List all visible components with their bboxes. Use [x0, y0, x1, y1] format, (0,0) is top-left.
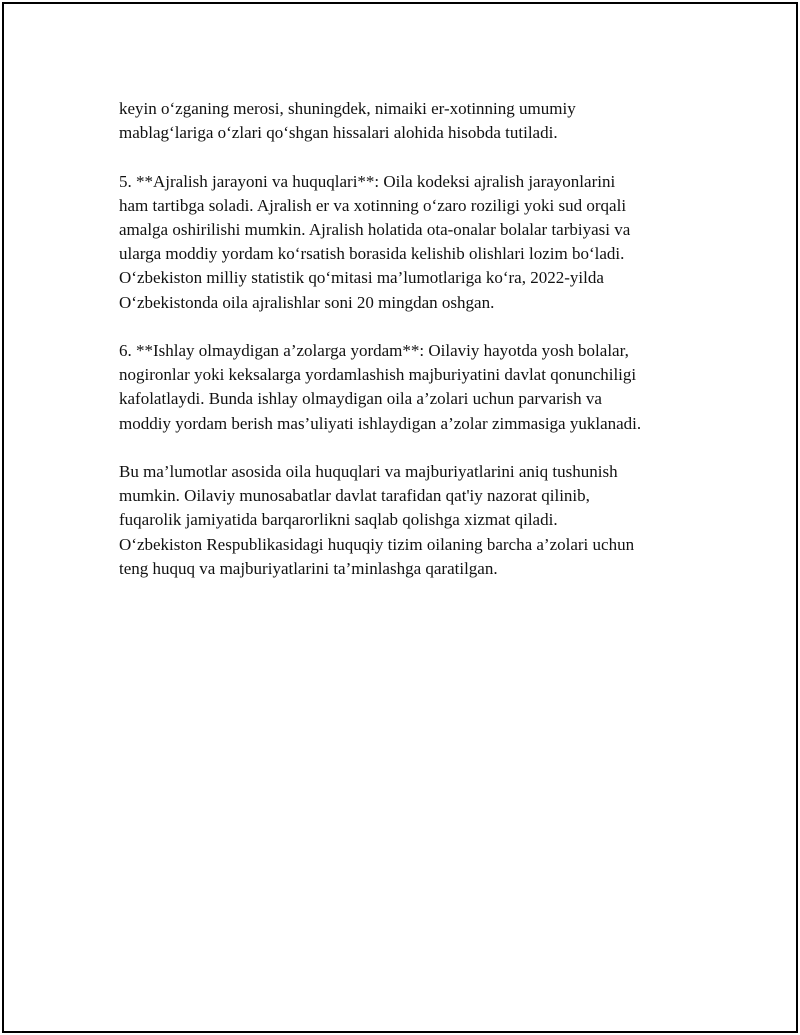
paragraph-conclusion: Bu ma’lumotlar asosida oila huquqlari va majburiyatlarini aniq tushunish mumkin. Oilaviy munosabatlar davlat tarafidan qat'iy nazorat qilinib, fuqarolik jamiyatida barqarorlikni saqlab qolishga xizmat qiladi. O‘zbekiston Respublikasidagi huquqiy tizim oilaning barcha a’zolari uchun teng huquq va majburiyatlarini ta’minlashga qaratilgan. [119, 462, 635, 578]
paragraph-support-for-dependents: 6. **Ishlay olmaydigan a’zolarga yordam**: Oilaviy hayotda yosh bolalar, nogironlar yoki keksalarga yordamlashish majburiyatini davlat qonunchiligi kafolatlaydi. Bunda ishlay olmaydigan oila a’zolari uchun parvarish va moddiy yordam berish mas’uliyati ishlaydigan a’zolar zimmasiga yuklanadi. [119, 341, 642, 433]
document-body [119, 97, 699, 605]
document-page [2, 2, 798, 1033]
paragraph-divorce-process: 5. **Ajralish jarayoni va huquqlari**: Oila kodeksi ajralish jarayonlarini ham tartibga soladi. Ajralish er va xotinning o‘zaro roziligi yoki sud orqali amalga oshirilishi mumkin. Ajralish holatida ota-onalar bolalar tarbiyasi va ularga moddiy yordam ko‘rsatish borasida kelishib olishlari lozim bo‘ladi. O‘zbekiston milliy statistik qo‘mitasi ma’lumotlariga ko‘ra, 2022-yilda O‘zbekistonda oila ajralishlar soni 20 mingdan oshgan. [119, 171, 631, 312]
paragraph-inheritance-continuation: keyin o‘zganing merosi, shuningdek, nimaiki er-xotinning umumiy mablag‘lariga o‘zlari qo‘shgan hissalari alohida hisobda tutiladi. [119, 99, 576, 143]
